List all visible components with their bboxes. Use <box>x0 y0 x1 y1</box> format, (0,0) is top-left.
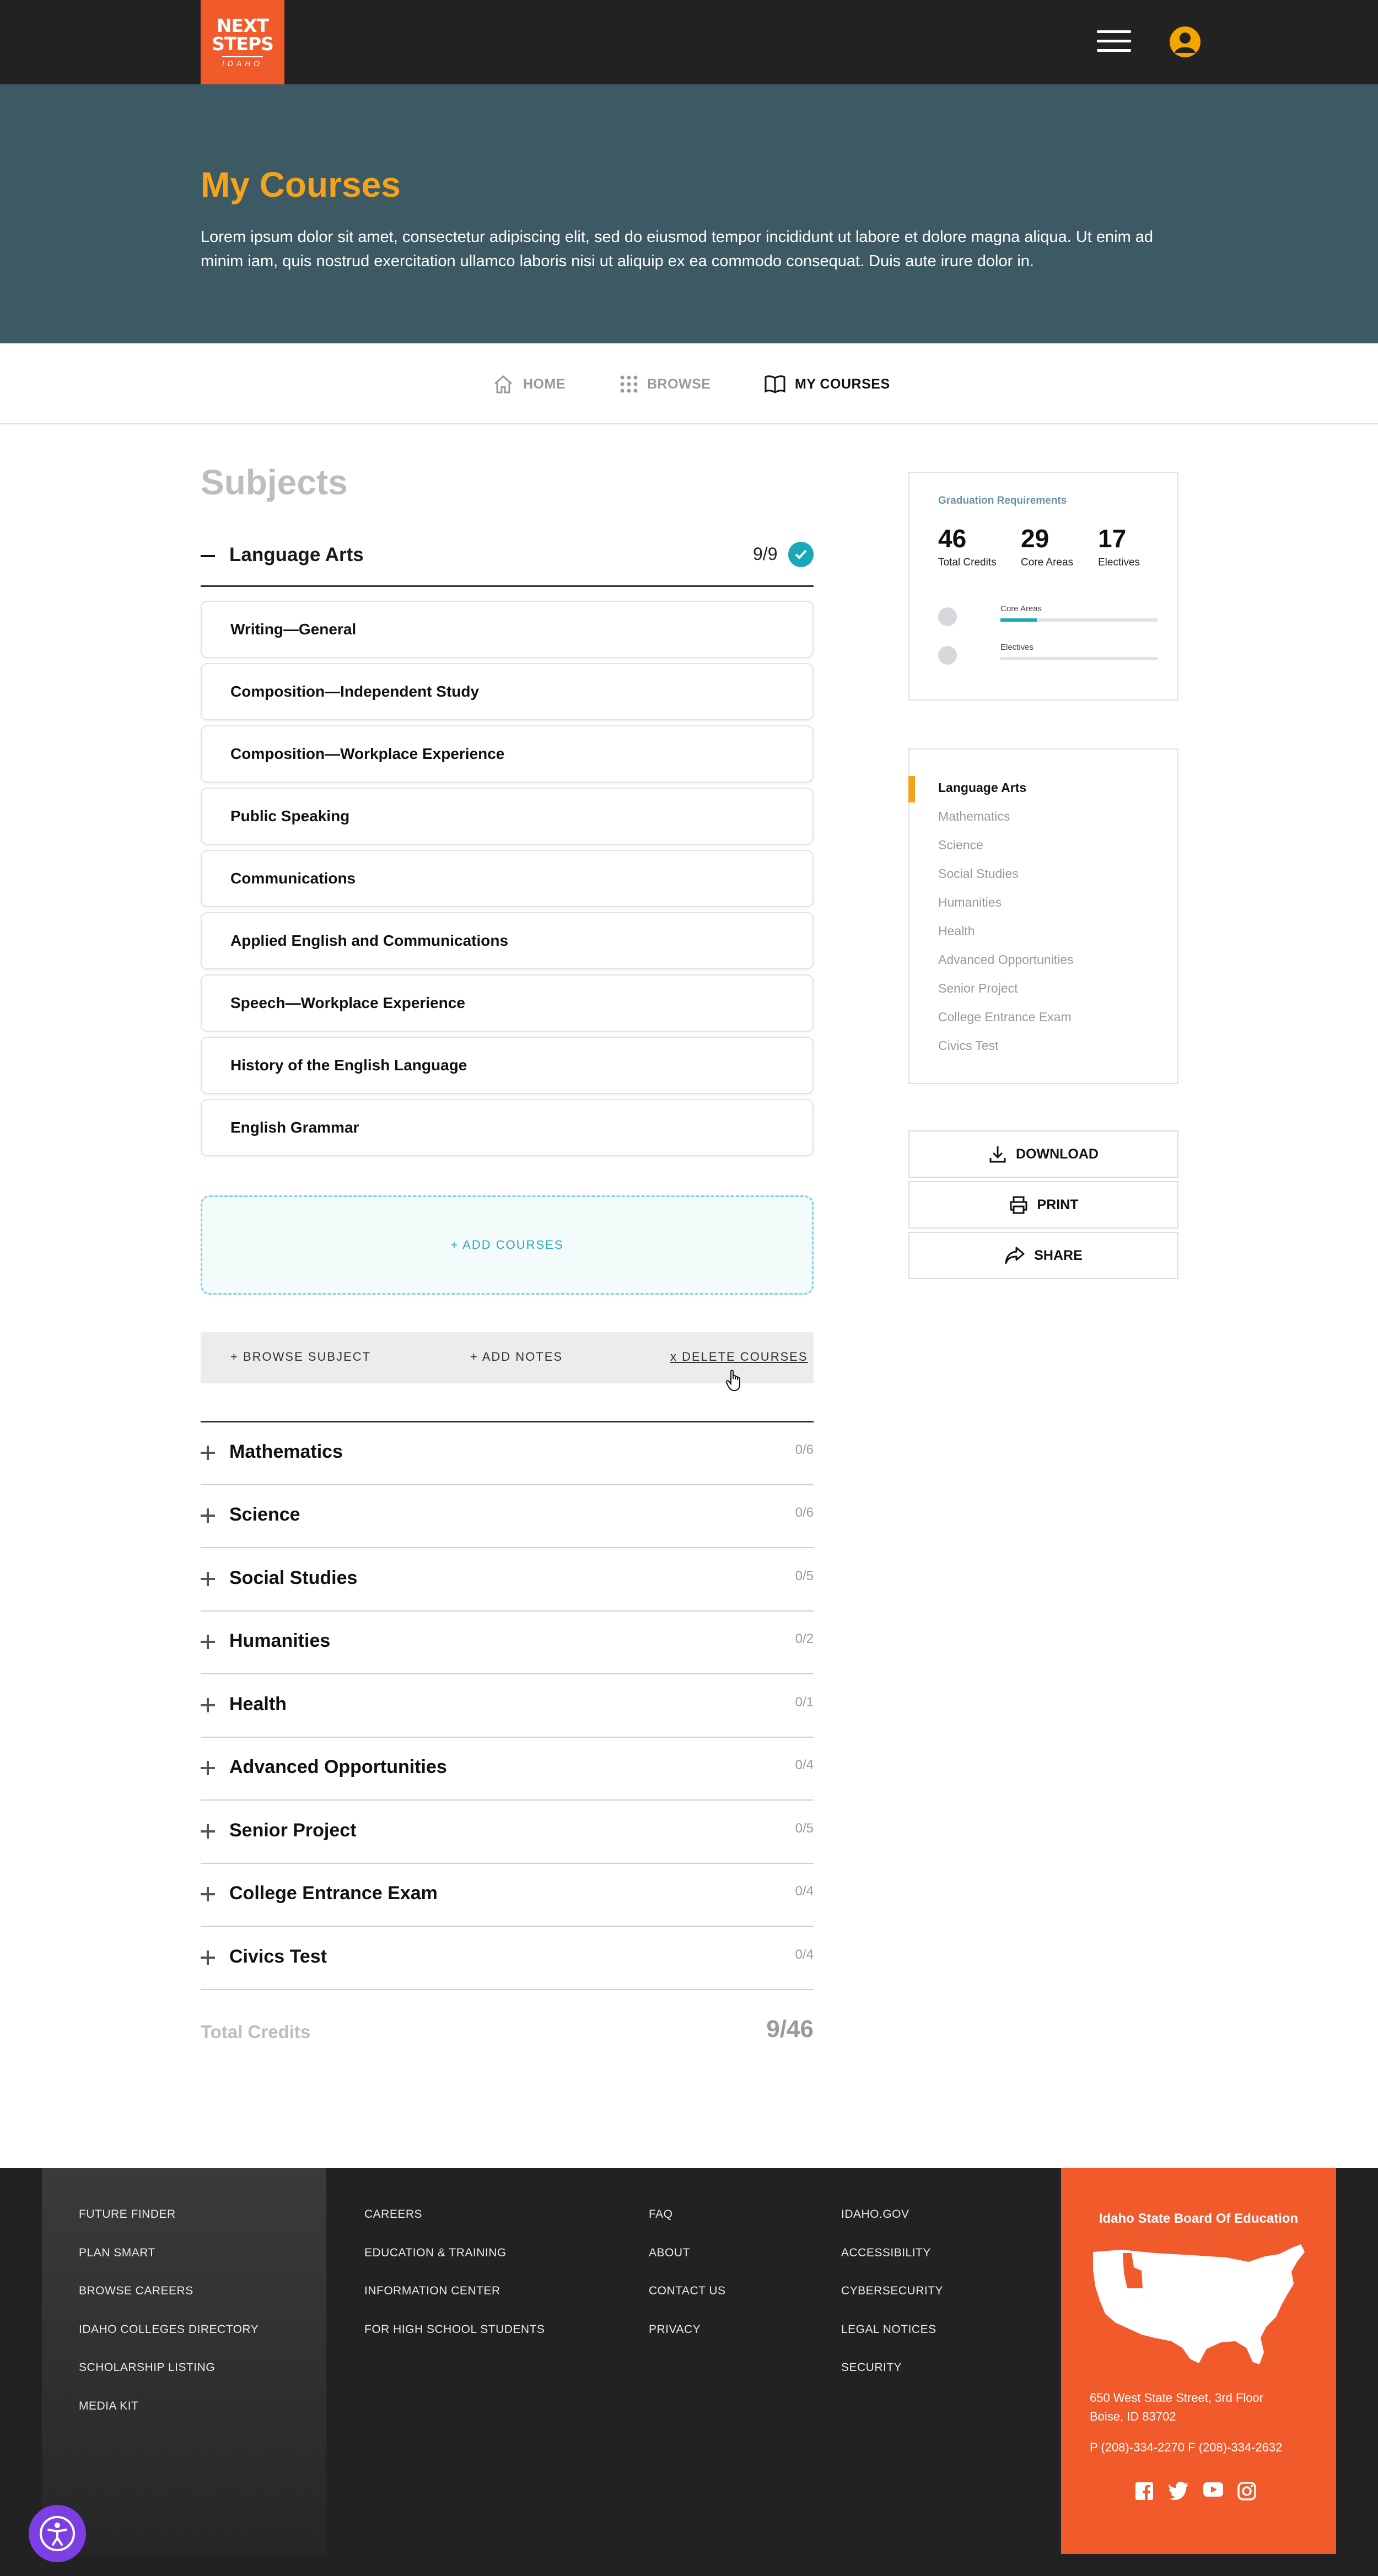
stat-value: 46 <box>938 524 967 553</box>
nav-my-courses-label: MY COURSES <box>795 376 890 392</box>
progress-track <box>1000 657 1158 660</box>
course-name: Speech—Workplace Experience <box>230 994 465 1011</box>
progress-core-areas <box>938 604 1153 628</box>
subject-count: 0/5 <box>795 1569 814 1583</box>
download-label: DOWNLOAD <box>1016 1146 1099 1162</box>
course-name: Communications <box>230 870 356 887</box>
footer-link[interactable]: IDAHO.GOV <box>841 2208 909 2221</box>
logo-text-idaho: IDAHO <box>222 56 263 68</box>
page-title: My Courses <box>201 165 401 204</box>
subject-action-bar <box>201 1332 814 1383</box>
site-footer <box>0 2168 1378 2576</box>
subject-name: Social Studies <box>229 1567 358 1588</box>
jump-civics-test[interactable]: Civics Test <box>938 1038 999 1053</box>
add-notes-button[interactable]: + ADD NOTES <box>470 1350 563 1364</box>
subject-row-science[interactable] <box>201 1485 814 1548</box>
grid-icon <box>620 375 638 394</box>
stat-value: 29 <box>1021 524 1049 553</box>
expand-icon <box>201 1572 215 1586</box>
state-board-panel <box>1061 2168 1336 2554</box>
course-card[interactable] <box>201 1037 814 1094</box>
subject-name: Advanced Opportunities <box>229 1756 447 1777</box>
instagram-icon[interactable] <box>1237 2481 1257 2501</box>
hand-cursor-icon <box>725 1370 743 1392</box>
progress-dot <box>938 607 957 626</box>
stat-label: Electives <box>1098 557 1140 568</box>
share-icon <box>1004 1246 1025 1265</box>
subject-row-mathematics[interactable] <box>201 1422 814 1485</box>
expand-icon <box>201 1887 215 1901</box>
footer-link[interactable]: ACCESSIBILITY <box>841 2246 931 2259</box>
graduation-title: Graduation Requirements <box>938 495 1067 506</box>
course-name: Public Speaking <box>230 807 350 824</box>
course-name: Applied English and Communications <box>230 932 509 949</box>
subject-name: Civics Test <box>229 1946 327 1967</box>
page-description: Lorem ipsum dolor sit amet, consectetur adipiscing elit, sed do eiusmod tempor incididunt ut labore et dolore magna aliqua. Ut enim ad minim iam, quis nostrud exercitation ullamco laboris nisi ut aliquip ex ea commodo consequat. Duis aute irure dolor in. <box>201 228 1154 270</box>
jump-college-entrance-exam[interactable]: College Entrance Exam <box>938 1010 1072 1024</box>
address-line: Boise, ID 83702 <box>1090 2410 1176 2423</box>
jump-humanities[interactable]: Humanities <box>938 895 1002 909</box>
section-nav <box>0 343 1378 424</box>
print-label: PRINT <box>1037 1197 1079 1212</box>
footer-link[interactable]: MEDIA KIT <box>79 2400 139 2412</box>
footer-link[interactable]: PLAN SMART <box>79 2246 155 2259</box>
jump-science[interactable]: Science <box>938 838 983 852</box>
delete-courses-button[interactable]: x DELETE COURSES <box>670 1350 808 1364</box>
footer-link[interactable]: INFORMATION CENTER <box>364 2284 500 2297</box>
course-card[interactable] <box>201 663 814 720</box>
progress-dot <box>938 646 957 665</box>
subject-row-health[interactable] <box>201 1675 814 1738</box>
expand-icon <box>201 1698 215 1712</box>
jump-language-arts[interactable]: Language Arts <box>938 780 1027 795</box>
hero-banner <box>0 84 1378 343</box>
footer-link[interactable]: LEGAL NOTICES <box>841 2323 936 2336</box>
subject-jump-nav <box>908 748 1178 1084</box>
course-card[interactable] <box>201 788 814 845</box>
subject-row-social-studies[interactable] <box>201 1549 814 1612</box>
jump-senior-project[interactable]: Senior Project <box>938 981 1018 995</box>
active-indicator <box>908 776 915 802</box>
subject-row-advanced-opportunities[interactable] <box>201 1738 814 1801</box>
expand-icon <box>201 1446 215 1460</box>
subject-row-college-entrance-exam[interactable] <box>201 1864 814 1927</box>
expand-icon <box>201 1824 215 1839</box>
accessibility-icon[interactable] <box>29 2505 86 2562</box>
footer-link[interactable]: BROWSE CAREERS <box>79 2284 193 2297</box>
subject-count: 0/1 <box>795 1695 814 1710</box>
menu-icon[interactable] <box>1097 30 1131 52</box>
jump-mathematics[interactable]: Mathematics <box>938 809 1010 823</box>
browse-subject-button[interactable]: + BROWSE SUBJECT <box>230 1350 372 1364</box>
logo-text-next: NEXT <box>216 15 269 36</box>
jump-advanced-opportunities[interactable]: Advanced Opportunities <box>938 952 1074 967</box>
total-credits-label: Total Credits <box>201 2022 311 2042</box>
footer-link[interactable]: EDUCATION & TRAINING <box>364 2246 507 2259</box>
subject-count: 9/9 <box>753 544 778 564</box>
nav-browse-label: BROWSE <box>647 376 711 392</box>
course-card[interactable] <box>201 725 814 783</box>
footer-link[interactable]: IDAHO COLLEGES DIRECTORY <box>79 2323 259 2336</box>
add-courses-button[interactable]: + ADD COURSES <box>201 1195 814 1295</box>
share-button[interactable] <box>908 1232 1178 1279</box>
subject-title: Language Arts <box>229 544 364 565</box>
subject-name: College Entrance Exam <box>229 1883 438 1904</box>
footer-link[interactable]: FOR HIGH SCHOOL STUDENTS <box>364 2323 545 2336</box>
board-title: Idaho State Board Of Education <box>1099 2211 1299 2226</box>
progress-electives <box>938 643 1153 667</box>
checkmark-icon <box>788 542 814 567</box>
logo-text-steps: STEPS <box>212 33 273 55</box>
footer-link[interactable]: SECURITY <box>841 2361 902 2374</box>
footer-link[interactable]: ABOUT <box>649 2246 690 2259</box>
board-phone: P (208)-334-2270 F (208)-334-2632 <box>1090 2440 1283 2454</box>
subject-count: 0/6 <box>795 1442 814 1457</box>
next-steps-logo[interactable] <box>201 0 284 84</box>
subject-row-senior-project[interactable] <box>201 1801 814 1864</box>
expand-icon <box>201 1508 215 1523</box>
download-icon <box>988 1145 1007 1163</box>
subjects-heading: Subjects <box>201 462 348 502</box>
expand-icon <box>201 1761 215 1775</box>
facebook-icon[interactable] <box>1134 2481 1154 2501</box>
subject-count: 0/4 <box>795 1947 814 1962</box>
progress-label: Core Areas <box>1000 604 1042 613</box>
stat-value: 17 <box>1098 524 1127 553</box>
board-address <box>1090 2389 1263 2426</box>
nav-my-courses[interactable] <box>764 372 890 396</box>
course-card[interactable] <box>201 974 814 1032</box>
expand-icon <box>201 1950 215 1965</box>
course-card[interactable] <box>201 601 814 658</box>
download-button[interactable] <box>908 1130 1178 1178</box>
course-card[interactable] <box>201 850 814 907</box>
subject-name: Science <box>229 1504 300 1525</box>
subject-count: 0/4 <box>795 1758 814 1772</box>
stat-label: Core Areas <box>1021 557 1074 568</box>
subject-name: Senior Project <box>229 1820 357 1841</box>
nav-home[interactable] <box>492 372 566 396</box>
footer-link[interactable]: CONTACT US <box>649 2284 726 2297</box>
subject-row-civics-test[interactable] <box>201 1927 814 1990</box>
course-card[interactable] <box>201 912 814 969</box>
us-map-icon <box>1089 2240 1309 2372</box>
subject-name: Health <box>229 1694 287 1715</box>
progress-fill <box>1000 618 1037 622</box>
share-label: SHARE <box>1034 1247 1083 1263</box>
address-line: 650 West State Street, 3rd Floor <box>1090 2391 1264 2405</box>
footer-link[interactable]: SCHOLARSHIP LISTING <box>79 2361 216 2374</box>
footer-link[interactable]: CYBERSECURITY <box>841 2284 944 2297</box>
subject-count: 0/2 <box>795 1631 814 1646</box>
subject-header-language-arts[interactable] <box>201 532 814 587</box>
home-icon <box>492 373 514 395</box>
footer-link[interactable]: CAREERS <box>364 2208 423 2221</box>
graduation-requirements-card <box>908 472 1178 700</box>
subject-name: Mathematics <box>229 1441 343 1462</box>
course-name: Composition—Workplace Experience <box>230 745 505 762</box>
subject-count: 0/4 <box>795 1884 814 1899</box>
progress-track <box>1000 618 1158 622</box>
course-card[interactable] <box>201 1099 814 1156</box>
course-name: English Grammar <box>230 1119 359 1136</box>
progress-label: Electives <box>1000 643 1034 652</box>
subject-name: Humanities <box>229 1630 331 1651</box>
footer-link[interactable]: FAQ <box>649 2208 673 2221</box>
book-icon <box>764 374 786 394</box>
youtube-icon[interactable] <box>1203 2481 1223 2501</box>
jump-social-studies[interactable]: Social Studies <box>938 866 1019 881</box>
jump-health[interactable]: Health <box>938 924 975 938</box>
course-name: History of the English Language <box>230 1057 467 1074</box>
footer-link[interactable]: FUTURE FINDER <box>79 2208 176 2221</box>
course-name: Composition—Independent Study <box>230 683 480 700</box>
subject-count: 0/6 <box>795 1505 814 1520</box>
nav-home-label: HOME <box>523 376 566 392</box>
twitter-icon[interactable] <box>1169 2481 1188 2501</box>
total-credits-value: 9/46 <box>766 2015 814 2043</box>
subject-count: 0/5 <box>795 1821 814 1836</box>
collapse-icon[interactable] <box>201 555 215 557</box>
print-button[interactable] <box>908 1181 1178 1228</box>
nav-browse[interactable] <box>620 372 711 396</box>
printer-icon <box>1009 1195 1029 1214</box>
stat-label: Total Credits <box>938 557 997 568</box>
top-navbar <box>0 0 1378 84</box>
course-name: Writing—General <box>230 621 357 638</box>
social-links <box>1134 2481 1257 2501</box>
subject-row-humanities[interactable] <box>201 1612 814 1674</box>
expand-icon <box>201 1635 215 1649</box>
user-account-icon[interactable] <box>1170 26 1201 57</box>
footer-link[interactable]: PRIVACY <box>649 2323 701 2336</box>
